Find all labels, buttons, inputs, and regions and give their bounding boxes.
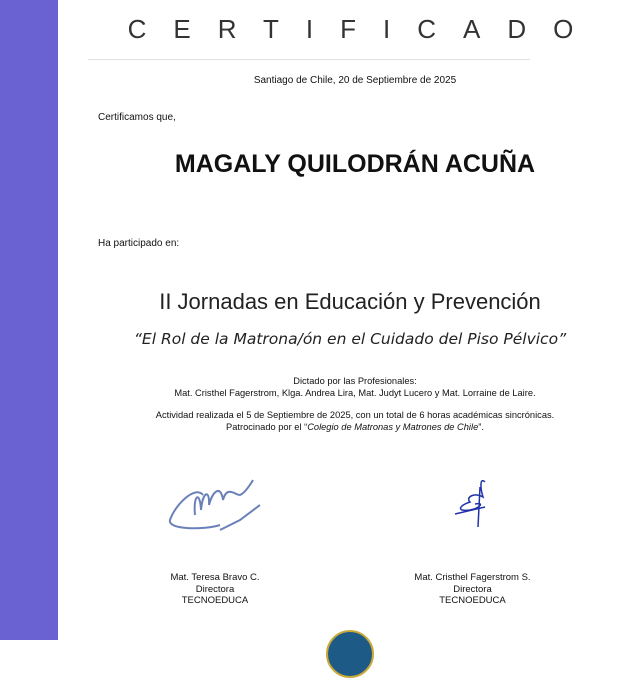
intro-text: Certificamos que, — [98, 112, 176, 123]
instructors: Mat. Cristhel Fagerstrom, Klga. Andrea Lira, Mat. Judyt Lucero y Mat. Lorraine de Laire. — [174, 387, 536, 398]
signatory-role: Directora — [453, 583, 492, 595]
signatory-org: TECNOEDUCA — [181, 595, 249, 606]
activity-text: Actividad realizada el 5 de Septiembre de 2025, con un total de 6 horas académicas sincrónicas. — [155, 410, 555, 420]
divider — [88, 59, 530, 60]
signature-right — [445, 472, 505, 542]
course-title: II Jornadas en Educación y Prevención — [159, 289, 541, 314]
sponsor-prefix: Patrocinado por el “ — [226, 421, 308, 432]
signatory-left — [130, 572, 300, 607]
signatory-name: Mat. Cristhel Fagerstrom S. — [414, 572, 531, 583]
sponsor-name: Colegio de Matronas y Matrones de Chile — [307, 421, 479, 432]
taught-by-label: Dictado por las Profesionales: — [293, 376, 417, 386]
signature-left — [165, 475, 265, 545]
course-subtitle: “El Rol de la Matrona/ón en el Cuidado del Piso Pélvico” — [133, 330, 567, 348]
recipient-name: MAGALY QUILODRÁN ACUÑA — [174, 150, 536, 178]
place-date: Santiago de Chile, 20 de Septiembre de 2025 — [253, 75, 457, 86]
details-block — [60, 376, 640, 433]
signatory-org: TECNOEDUCA — [439, 595, 506, 606]
accent-sidebar — [0, 0, 58, 640]
sponsor-line — [70, 422, 640, 434]
seal-logo — [326, 630, 374, 678]
certificate-title: CERTIFICADO — [127, 14, 601, 44]
signatory-right — [390, 572, 555, 607]
signatory-name: Mat. Teresa Bravo C. — [170, 572, 260, 583]
sponsor-suffix: ”. — [478, 421, 484, 432]
participated-text: Ha participado en: — [98, 238, 180, 249]
signatory-role: Directora — [195, 583, 235, 595]
